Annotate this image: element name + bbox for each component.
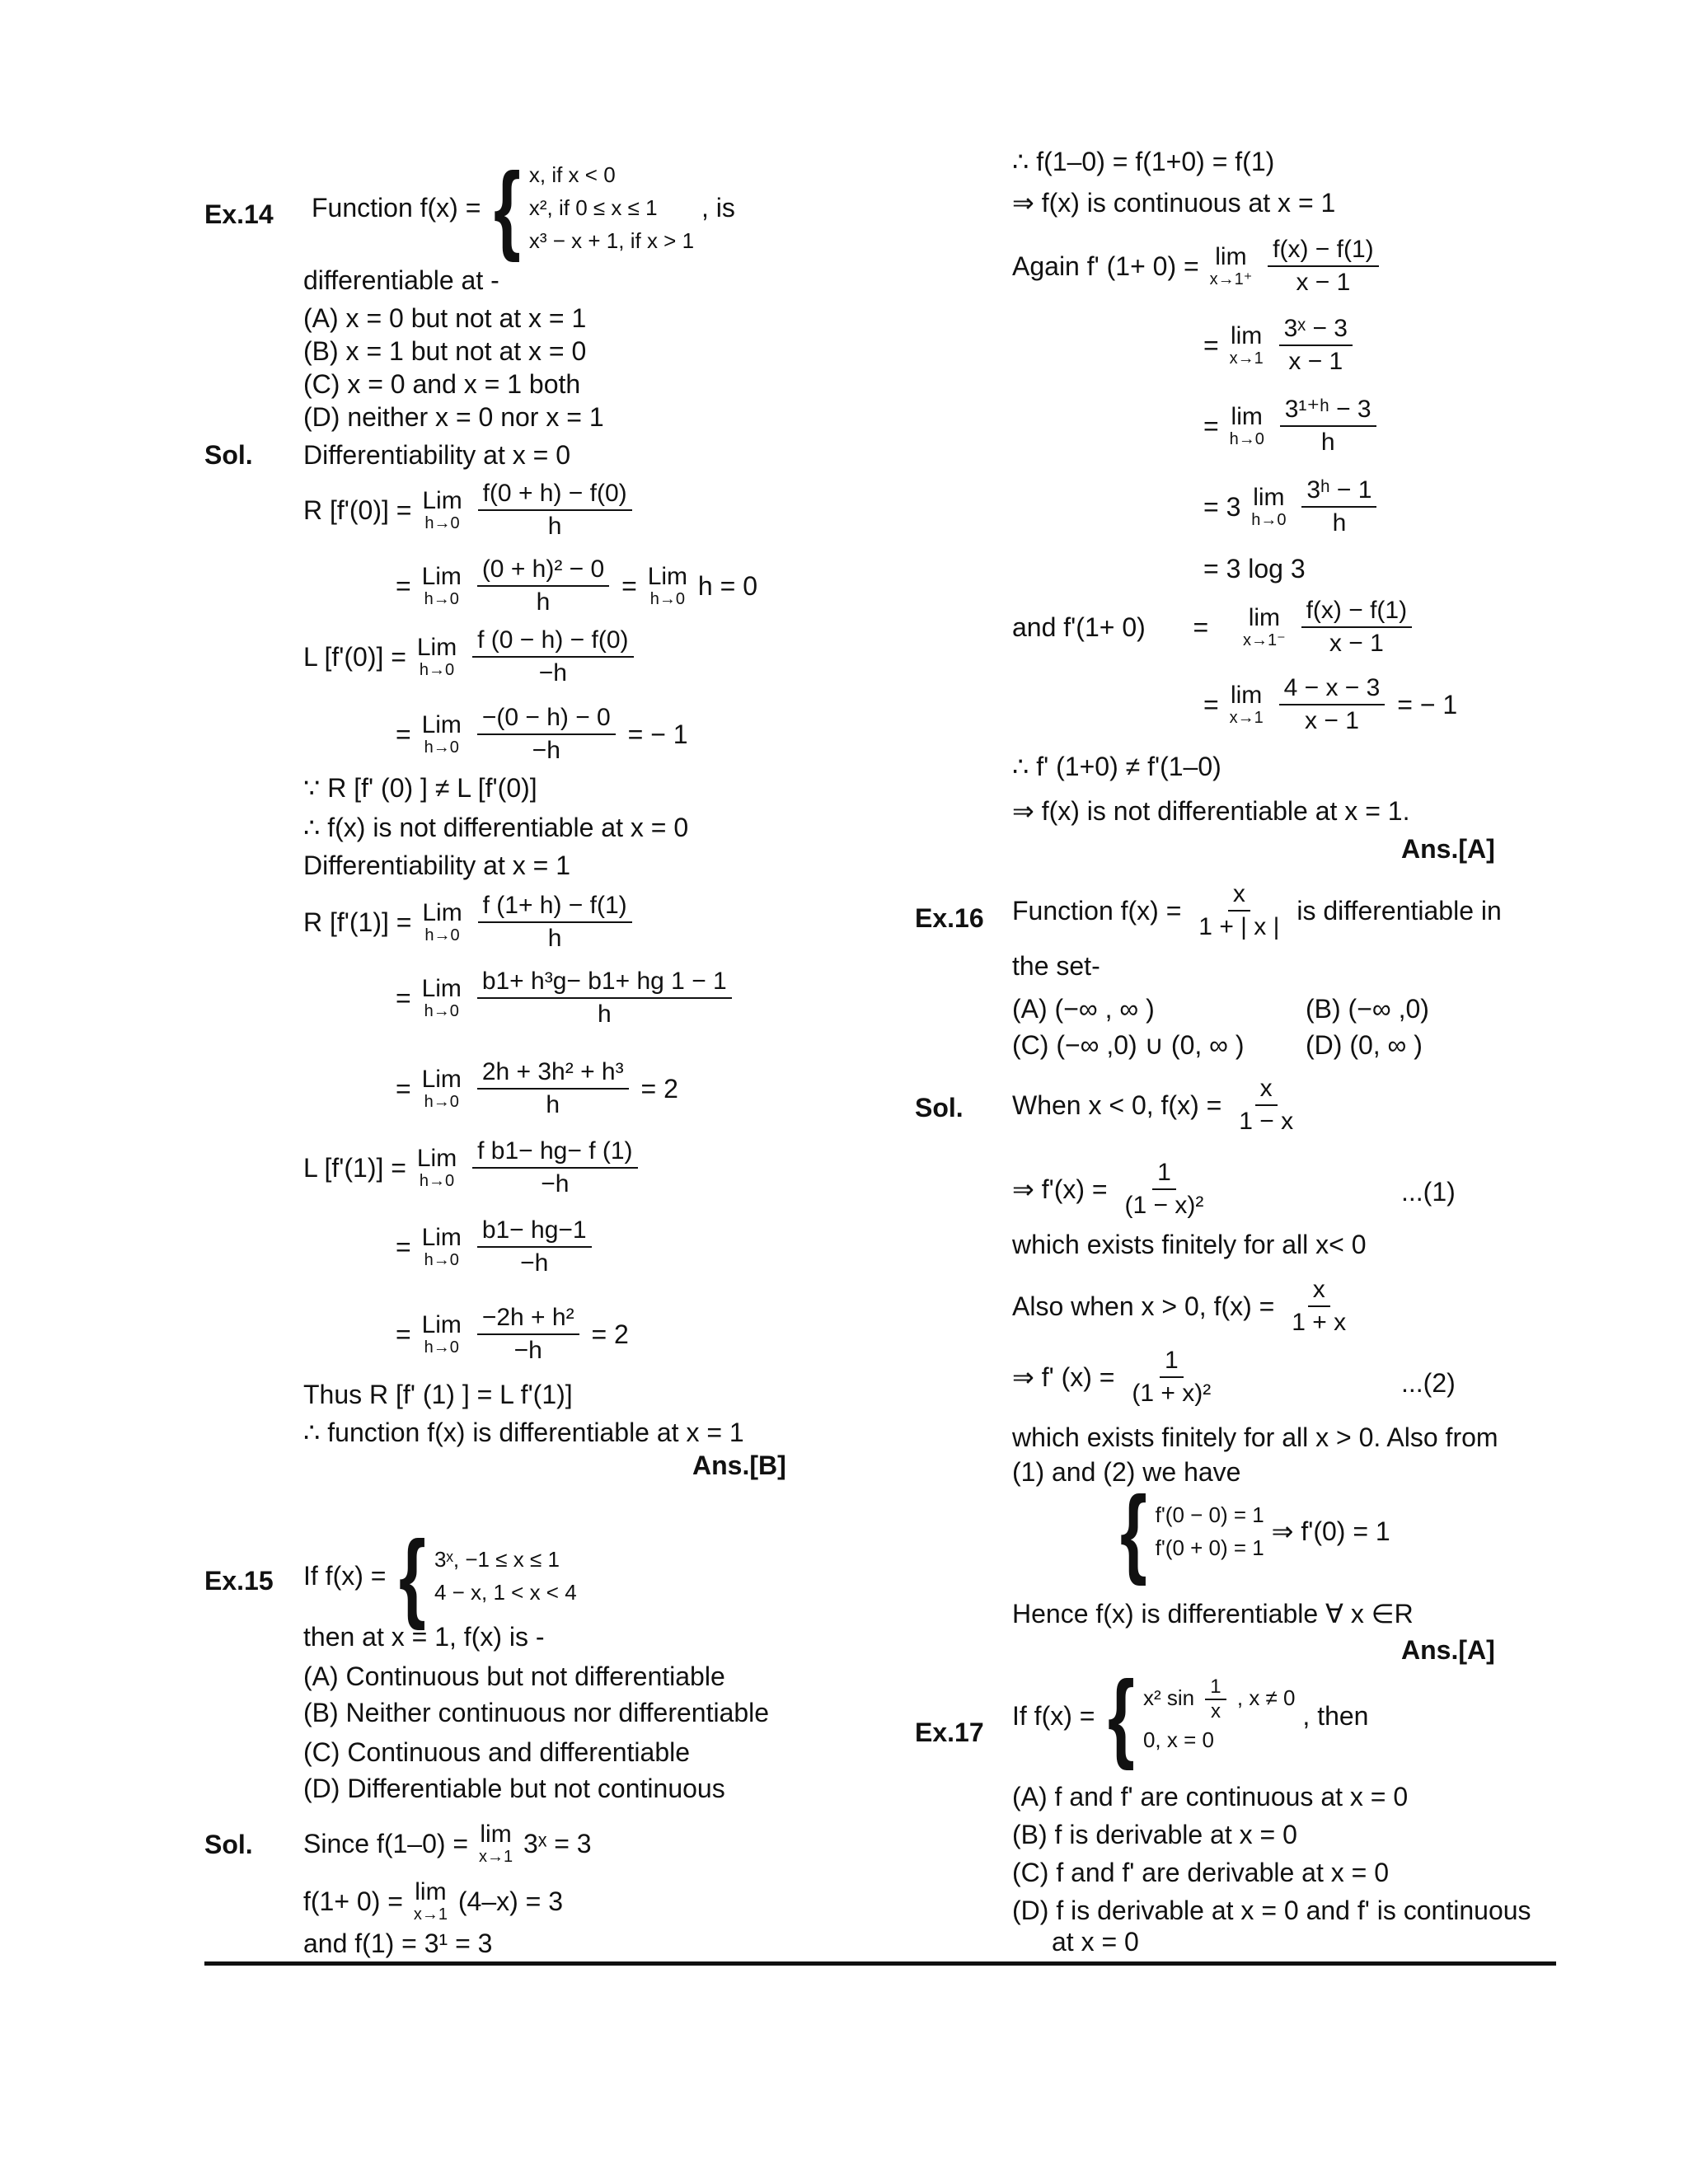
equals: = [1203,330,1219,360]
fraction: $\frac{\text{(0 + h)² − 0}}{h}$ [477,554,609,618]
ex17-option-b: (B) f is derivable at x = 0 [1012,1820,1297,1849]
ex14-intro: Function f(x) = [312,193,481,223]
sol16-line3: which exists finitely for all x< 0 [1012,1230,1367,1259]
sol14-therefore: ∴ f(x) is not differentiable at x = 0 [303,813,689,842]
brace-icon: { [1120,1476,1147,1586]
rf1-lhs: R [f'(1)] = [303,907,412,937]
sol15-l1b: 3ˣ = 3 [523,1829,592,1858]
sol14-lf1c [396,1302,629,1366]
ex17-cases [1143,1675,1296,1756]
sol16-l5: ⇒ f' (x) = [1012,1362,1115,1392]
ex16-option-a: (A) (−∞ , ∞ ) [1012,994,1155,1024]
ex14-case-3: x³ − x + 1, if x > 1 [528,228,695,253]
ex16-line2: the set- [1012,951,1100,981]
sol16-label: Sol. [915,1093,964,1122]
limit: lim x→1 [1229,682,1264,727]
sol15-s5-tail: = − 1 [1397,690,1458,719]
ex14-option-b: (B) x = 1 but not at x = 0 [303,336,587,366]
equals: = [396,571,411,601]
sol15-l2a: f(1+ 0) = [303,1886,403,1916]
lf1c-tail: = 2 [591,1319,629,1349]
limit: Lim h→0 [416,634,457,679]
sol15-label: Sol. [204,1830,253,1859]
ex15-case-1: 3ˣ, −1 ≤ x ≤ 1 [434,1547,560,1572]
equals: = [1203,690,1219,719]
sol15-r5: ∴ f' (1+0) ≠ f'(1–0) [1012,752,1221,781]
fraction: $\frac{x}{1 + | x |}$ [1198,880,1280,940]
ex17-case-1b: , x ≠ 0 [1236,1685,1296,1710]
sol16-tag2: ...(2) [1401,1368,1456,1398]
sol16-l1: When x < 0, f(x) = [1012,1090,1222,1120]
lf1-lhs: L [f'(1)] = [303,1153,406,1183]
sol15-line3: and f(1) = 3¹ = 3 [303,1929,493,1958]
ex14-after: , is [701,193,735,223]
limit: Lim h→0 [647,563,688,608]
ex15-intro: If f(x) = [303,1561,387,1591]
ex17-case-1 [1143,1675,1296,1723]
ex16-after: is differentiable in [1296,896,1502,926]
rf0b-tail: h = 0 [697,571,757,601]
ex15-label: Ex.15 [204,1566,274,1596]
ex14-option-a: (A) x = 0 but not at x = 1 [303,303,587,333]
sol15-s2 [1203,394,1381,458]
ex17-option-a: (A) f and f' are continuous at x = 0 [1012,1782,1409,1811]
equals: = [396,719,411,749]
rf0-lhs: R [f'(0)] = [303,495,412,525]
sol15-answer: Ans.[A] [1401,834,1495,864]
fraction: $\frac{f(x) - f(1)}{x - 1}$ [1268,234,1379,298]
sol14-line1: Differentiability at x = 0 [303,440,571,470]
ex17-option-d: (D) f is derivable at x = 0 and f' is continuous [1012,1896,1531,1925]
equals: = [396,1074,411,1104]
sol14-thus: Thus R [f' (1) ] = L f'(1)] [303,1380,573,1409]
sol14-lf1b [396,1215,597,1279]
fraction: $\frac{b1- hg-1}{-h}$ [477,1215,592,1279]
fraction: $\frac{1}{\text{(1 − x)²}}$ [1124,1159,1204,1219]
ex17-intro: If f(x) = [1012,1701,1095,1731]
ex14-option-d: (D) neither x = 0 nor x = 1 [303,402,604,432]
ex14-case-1: x, if x < 0 [528,162,616,187]
sol15-r3-lhs: Again f' (1+ 0) = [1012,251,1199,281]
sol16-line5 [1012,1345,1221,1409]
limit: Lim h→0 [416,1145,457,1190]
ex15-option-a: (A) Continuous but not differentiable [303,1661,725,1691]
fraction: $\frac{1}{\text{(1 + x)²}}$ [1132,1347,1212,1407]
equals: = [1203,411,1219,441]
limit: Lim h→0 [422,899,462,944]
lf0b-tail: = − 1 [627,719,688,749]
sol15-l1a: Since f(1–0) = [303,1829,469,1858]
ex17-case-1a: x² sin [1142,1685,1195,1710]
fraction: $\frac{4 - x - 3}{x - 1}$ [1279,673,1386,737]
fraction: $\frac{\text{3¹⁺ʰ − 3}}{h}$ [1280,394,1376,458]
sol16-case-1: f'(0 − 0) = 1 [1155,1502,1264,1527]
fraction: $\frac{1}{x}$ [1205,1675,1226,1723]
sol15-l2b: (4–x) = 3 [457,1886,564,1916]
limit: Lim h→0 [421,563,462,608]
ex16-label: Ex.16 [915,903,984,933]
limit: Lim h→0 [421,1066,462,1111]
sol15-line2 [303,1879,563,1924]
fraction: $\frac{\text{2h + 3h² + h³}}{h}$ [477,1057,629,1121]
rf1c-tail: = 2 [640,1074,678,1104]
fraction: $\frac{\text{−2h + h²}}{-h}$ [477,1302,579,1366]
fraction: $\frac{f(x) - f(1)}{x - 1}$ [1301,595,1413,659]
sol16-l4: Also when x > 0, f(x) = [1012,1291,1275,1321]
fraction: $\frac{x}{1 + x}$ [1292,1276,1347,1336]
sol16-line2 [1012,1157,1213,1221]
limit: Lim h→0 [422,487,462,532]
sol14-label: Sol. [204,440,253,470]
sol14-rf1b [396,966,737,1030]
sol16-case-2: f'(0 + 0) = 1 [1155,1535,1264,1560]
sol15-s3 [1203,475,1381,539]
ex15-statement [303,1521,577,1631]
sol14-rf1c [396,1057,678,1121]
ex17-case-2: 0, x = 0 [1142,1727,1214,1752]
sol14-lf0b [396,702,688,766]
ex14-line2: differentiable at - [303,265,499,295]
sol15-r1: ∴ f(1–0) = f(1+0) = f(1) [1012,147,1275,176]
fraction: $\frac{f(0 + h) - f(0)}{h}$ [478,478,632,542]
limit: lim x→1⁻ [1243,604,1286,649]
sol16-line7: (1) and (2) we have [1012,1457,1241,1487]
ex16-option-c: (C) (−∞ ,0) ∪ (0, ∞ ) [1012,1030,1245,1060]
ex14-case-2: x², if 0 ≤ x ≤ 1 [528,195,658,220]
brace-icon: { [399,1521,427,1631]
sol14-answer: Ans.[B] [692,1451,786,1480]
sol16-tag1: ...(1) [1401,1177,1456,1207]
ex16-option-d: (D) (0, ∞ ) [1306,1030,1423,1060]
fraction: $\frac{f (1+ h) - f(1)}{h}$ [478,890,632,954]
fraction: $\frac{\text{3ˣ − 3}}{x - 1}$ [1279,313,1353,377]
ex17-label: Ex.17 [915,1718,984,1747]
equals: = [396,1319,411,1349]
limit: lim x→1 [413,1878,448,1924]
sol14-rf0b [396,554,757,618]
sol15-r4-lhs: and f'(1+ 0) [1012,612,1146,642]
limit: Lim h→0 [421,1311,462,1357]
limit: lim x→1 [479,1821,513,1866]
brace-icon: { [1108,1661,1136,1771]
sol15-line1 [303,1821,592,1866]
equals: = [396,983,411,1013]
ex16-intro: Function f(x) = [1012,896,1182,926]
sol15-r3 [1012,234,1384,298]
sol15-s4: = 3 log 3 [1203,554,1306,583]
sol16-line6: which exists finitely for all x > 0. Also from [1012,1422,1498,1452]
sol16-answer: Ans.[A] [1401,1635,1495,1665]
sol14-lf0 [303,625,639,689]
sol14-because: ∵ R [f' (0) ] ≠ L [f'(0)] [303,773,537,803]
bottom-rule [204,1961,1556,1966]
sol15-r6: ⇒ f(x) is not differentiable at x = 1. [1012,796,1410,826]
sol15-r4 [1012,595,1417,659]
fraction: $\frac{x}{1 - x}$ [1239,1075,1294,1135]
sol16-cases-list [1156,1498,1264,1564]
fraction: $\frac{\text{3ʰ − 1}}{h}$ [1301,475,1376,539]
sol16-line4 [1012,1274,1356,1338]
sol14-conclude: ∴ function f(x) is differentiable at x = 1 [303,1418,744,1447]
limit: Lim h→0 [421,1224,462,1269]
ex15-option-d: (D) Differentiable but not continuous [303,1774,725,1803]
sol14-lf1 [303,1136,643,1200]
sol15-s5 [1203,673,1457,737]
ex15-option-c: (C) Continuous and differentiable [303,1737,691,1767]
limit: lim h→0 [1251,484,1287,529]
sol16-case-tail: ⇒ f'(0) = 1 [1271,1516,1390,1546]
ex17-after: , then [1302,1701,1369,1731]
fraction: $\frac{f (0 - h) - f(0)}{-h}$ [472,625,633,689]
limit: lim h→0 [1229,403,1264,448]
ex14-label: Ex.14 [204,199,274,229]
sol16-cases [1114,1476,1390,1586]
ex16-statement [1012,879,1502,943]
sol16-l2: ⇒ f'(x) = [1012,1174,1108,1204]
equals: = [396,1232,411,1262]
ex14-option-c: (C) x = 0 and x = 1 both [303,369,581,399]
lf0-lhs: L [f'(0)] = [303,642,406,672]
ex17-statement [1012,1661,1369,1771]
fraction: $\frac{-(0 - h) - 0}{-h}$ [477,702,616,766]
fraction: $\frac{\text{b1+ h³g− b1+ hg 1 − 1}}{h}$ [477,966,732,1030]
ex15-case-2: 4 − x, 1 < x < 4 [434,1580,577,1605]
sol16-line1 [1012,1073,1303,1137]
limit: lim x→1 [1229,322,1264,368]
sol16-line8: Hence f(x) is differentiable ∀ x ∈R [1012,1599,1414,1629]
sol15-s1 [1203,313,1357,377]
equals: = [1193,612,1209,642]
sol15-r2: ⇒ f(x) is continuous at x = 1 [1012,188,1336,218]
ex15-option-b: (B) Neither continuous nor differentiable [303,1698,770,1727]
limit: lim x→1⁺ [1209,243,1253,288]
limit: Lim h→0 [421,975,462,1020]
limit: Lim h→0 [421,711,462,757]
ex14-cases [529,158,694,257]
ex15-cases [434,1543,577,1609]
ex15-line2: then at x = 1, f(x) is - [303,1622,545,1652]
equals: = [621,571,637,601]
ex17-option-c: (C) f and f' are derivable at x = 0 [1012,1858,1389,1887]
sol14-rf0 [303,478,637,542]
sol14-rf1 [303,890,637,954]
sol15-s3-pre: = 3 [1203,492,1241,522]
fraction: $\frac{\text{f b1− hg− f (1)}}{-h}$ [472,1136,637,1200]
brace-icon: { [494,152,521,263]
ex16-option-b: (B) (−∞ ,0) [1306,994,1429,1024]
ex17-option-d-cont: at x = 0 [1052,1927,1139,1957]
sol14-line2: Differentiability at x = 1 [303,851,571,880]
ex14-statement [312,152,735,263]
